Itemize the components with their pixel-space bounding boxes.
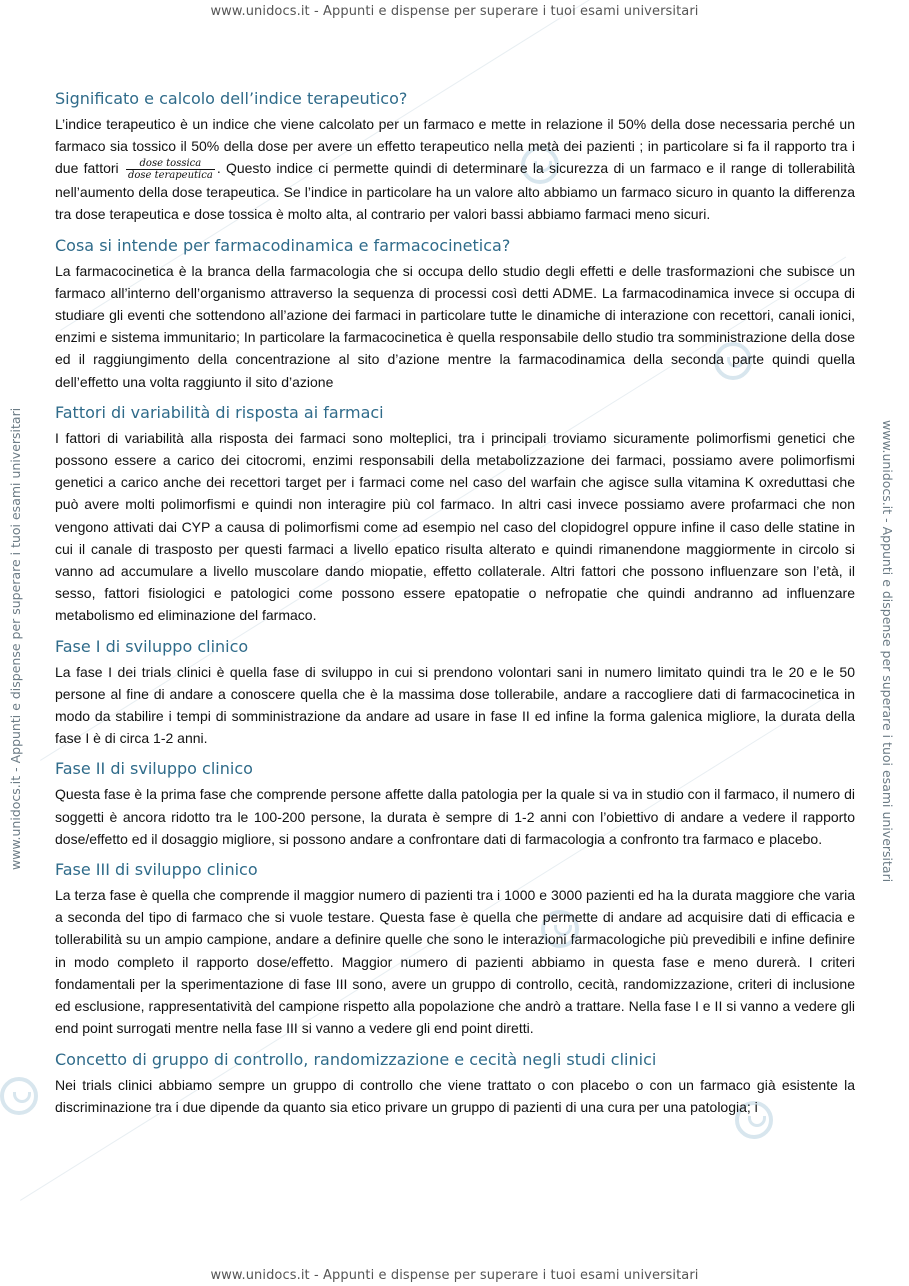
section-heading: Concetto di gruppo di controllo, randomizzazione e cecità negli studi clinici xyxy=(55,1049,657,1069)
paragraph-text: L’indice terapeutico è un indice che viene calcolato per un farmaco e mette in relazione il 50% della dose necessaria perché un farmaco sia tossico il 50% della dose per avere un effetto terapeutico nella metà dei pazienti ; in particolare si fa il rapporto tra i due fattori xyxy=(55,116,855,177)
section-paragraph: I fattori di variabilità alla risposta dei farmaci sono molteplici, tra i principali troviamo sicuramente polimorfismi genetici che possono essere a carico dei citocromi, enzimi responsabili della metabolizzazione dei farmaci, possiamo avere polimorfismi genetici a carico anche dei recettori target per i farmaci come nel caso del warfain che agisce sulla vitamina K oxreduttasi che può avere molti polimorfismi e quindi non interagire più col farmaco. In altri casi invece possiamo avere profarmaci che non vengono attivati dai CYP a causa di polimorfismi come ad esempio nel caso del clopidogrel oppure infine il caso delle statine in cui il canale di trasposto per questi farmaci a livello epatico risulta alterato e quindi rimanendone maggiormente in circolo si vanno ad accumulare a livello muscolare dando miopatie, effetto collaterale. Altri fattori che possono influenzare son l’età, il sesso, fattori fisiologici e patologici come possono essere epatopatie o nefropatie che quindi andranno ad influenzare metabolismo ed eliminazione del farmaco. xyxy=(55,429,855,624)
section-paragraph: La fase I dei trials clinici è quella fase di sviluppo in cui si prendono volontari sani in numero limitato quindi tra le 20 e le 50 persone al fine di andare a conoscere quella che è la massima dose tollerabile, andare a raccogliere dati di farmacocinetica in modo da stabilire i tempi di somministrazione da andare ad usare in fase II ed infine la forma galenica migliore, la durata della fase I è di circa 1-2 anni. xyxy=(55,663,855,747)
watermark-right: www.unidocs.it - Appunti e dispense per superare i tuoi esami universitari xyxy=(880,420,895,883)
section-indice-terapeutico xyxy=(55,88,855,226)
section-heading: Fattori di variabilità di risposta ai farmaci xyxy=(55,402,384,422)
section-paragraph: Nei trials clinici abbiamo sempre un gruppo di controllo che viene trattato o con placebo o con un farmaco già esistente la discriminazione tra i due dipende da quanto sia etico privare un gruppo di pazienti di una cura per una patologia; i xyxy=(55,1076,855,1115)
section-heading: Significato e calcolo dell’indice terapeutico? xyxy=(55,89,408,108)
section-heading: Fase III di sviluppo clinico xyxy=(55,860,258,880)
dose-ratio-fraction xyxy=(126,158,215,181)
section-fase-2 xyxy=(55,758,855,850)
section-paragraph: Questa fase è la prima fase che comprende persone affette dalla patologia per la quale si va in studio con il farmaco, il numero di soggetti è ancora ridotto tra le 100-200 persone, la durata è sempre di 1-2 anni con l’obiettivo di andare a vedere il rapporto dose/effetto ed il dosaggio migliore, si possono andare a confrontare dati di farmacologia a confronto tra farmaco e placebo. xyxy=(55,786,855,847)
watermark-left: www.unidocs.it - Appunti e dispense per superare i tuoi esami universitari xyxy=(8,407,23,870)
watermark-bottom: www.unidocs.it - Appunti e dispense per superare i tuoi esami universitari xyxy=(210,1268,699,1283)
section-farmacodinamica xyxy=(55,235,855,393)
section-heading: Cosa si intende per farmacodinamica e farmacocinetica? xyxy=(55,235,511,255)
section-paragraph: La farmacocinetica è la branca della farmacologia che si occupa dello studio degli effetti e delle trasformazioni che subisce un farmaco all’interno dell’organismo attraverso la sequenza di processi così detti ADME. La farmacodinamica invece si occupa di studiare gli eventi che sottendono all’azione dei farmaci in particolare tutte le dinamiche di interazione con recettori, canali ionici, enzimi e sistema immunitario; In particolare la farmacocinetica è quella responsabile dello studio tra somministrazione della dose ed il raggiungimento della concentrazione al sito d’azione mentre la farmacodinamica della seconda parte quindi quella dell’effetto una volta raggiunto il sito d’azione xyxy=(55,262,855,390)
section-variabilita xyxy=(55,402,855,627)
document-body xyxy=(55,88,855,1127)
section-gruppo-controllo xyxy=(55,1049,855,1118)
section-heading: Fase I di sviluppo clinico xyxy=(55,636,249,656)
watermark-top: www.unidocs.it - Appunti e dispense per superare i tuoi esami universitari xyxy=(210,4,699,19)
section-heading: Fase II di sviluppo clinico xyxy=(55,759,253,779)
section-paragraph: La terza fase è quella che comprende il maggior numero di pazienti tra i 1000 e 3000 pazienti ed ha la durata maggiore che varia a seconda del tipo di farmaco che si vuole testare. Questa fase è quella che permette di andare ad acquisire dati di efficacia e tollerabilità su un ampio campione, andare a definire quelle che sono le interazioni farmacologiche più prevedibili e infine definire in modo completo il rapporto dose/effetto. Maggior numero di pazienti abbiamo in questa fase e meno durerà. I criteri fondamentali per la sperimentazione di fase III sono, avere un gruppo di controllo, cecità, randomizzazione, criteri di inclusione ed esclusione, rappresentatività del campione rispetto alla popolazione che andrò a trattare. Nella fase I e II si vanno a vedere gli end point surrogati mentre nella fase III si vanno a vedere gli end point diretti. xyxy=(55,887,855,1037)
section-fase-3 xyxy=(55,859,855,1039)
section-paragraph xyxy=(55,113,855,226)
section-fase-1 xyxy=(55,636,855,750)
watermark-logo-icon xyxy=(0,1077,38,1115)
paragraph-text: . Questo indice ci permette quindi di determinare la sicurezza di un farmaco e il range di tollerabilità nell’aumento della dose terapeutica. Se l’indice in particolare ha un valore alto abbiamo un farmaco sicuro in quanto la differenza tra dose terapeutica e dose tossica è molto alta, al contrario per valori bassi abbiamo farmaci meno sicuri. xyxy=(55,160,856,223)
fraction-numerator: dose tossica xyxy=(126,158,215,170)
fraction-denominator: dose terapeutica xyxy=(127,170,213,182)
